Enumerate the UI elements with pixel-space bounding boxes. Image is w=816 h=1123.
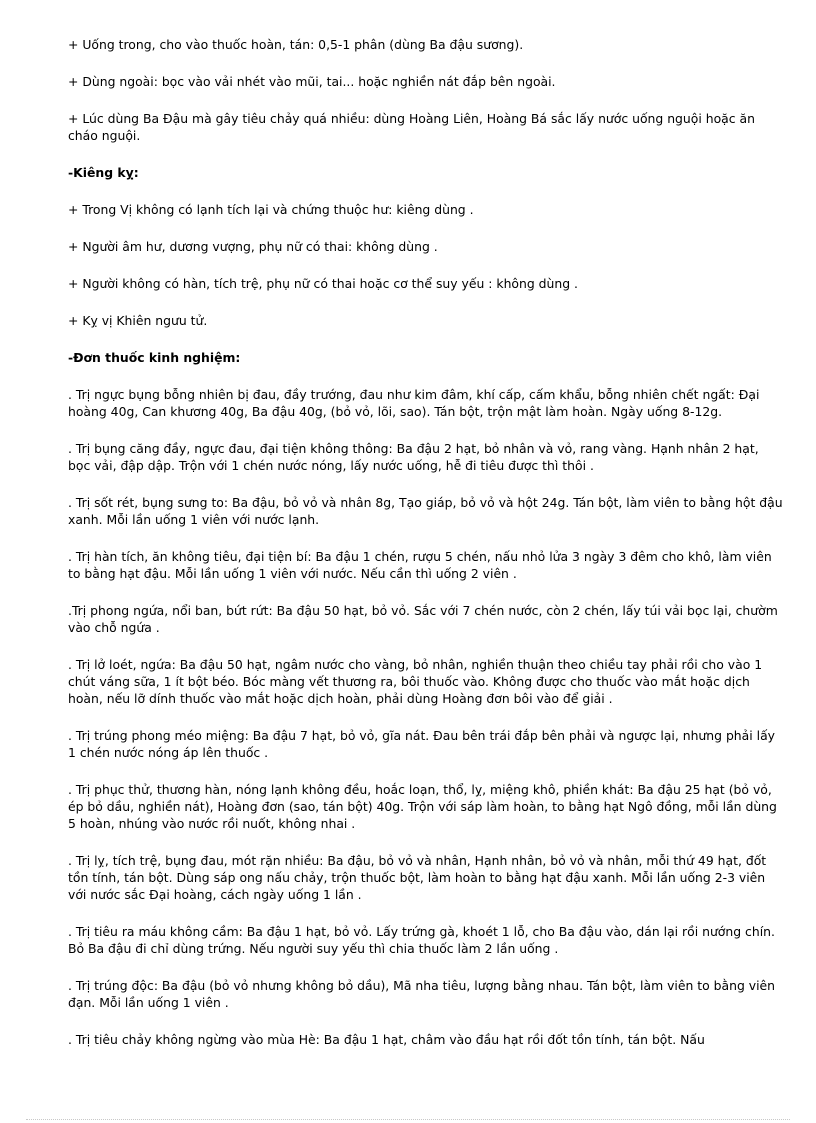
remedy-item: . Trị bụng căng đầy, ngực đau, đại tiện không thông: Ba đậu 2 hạt, bỏ nhân và vỏ, rang vàng. Hạnh nhân 2 hạt, bọc vải, đập dập. Trộn với 1 chén nước nóng, lấy nước uống, hễ đi tiêu được thì thôi .	[68, 441, 763, 473]
remedy-item: . Trị lỵ, tích trệ, bụng đau, mót rặn nhiều: Ba đậu, bỏ vỏ và nhân, Hạnh nhân, bỏ vỏ và nhân, mỗi thứ 49 hạt, đốt tồn tính, tán bột. Dùng sáp ong nấu chảy, trộn thuốc bột, làm hoàn to bằng hạt đậu xanh. Mỗi lần uống 2-3 viên với nước sắc Đại hoàng, cách ngày uống 1 lần .	[68, 853, 771, 902]
remedy-item-partial: . Trị tiêu chảy không ngừng vào mùa Hè: Ba đậu 1 hạt, châm vào đầu hạt rồi đốt tồn tính, tán bột. Nấu	[68, 1032, 705, 1047]
remedy-item: . Trị ngực bụng bỗng nhiên bị đau, đầy trướng, đau như kim đâm, khí cấp, cấm khẩu, bỗng nhiên chết ngất: Đại hoàng 40g, Can khương 40g, Ba đậu 40g, (bỏ vỏ, lõi, sao). Tán bột, trộn mật làm hoàn. Ngày uống 8-12g.	[68, 387, 764, 419]
remedy-item: . Trị tiêu ra máu không cầm: Ba đậu 1 hạt, bỏ vỏ. Lấy trứng gà, khoét 1 lỗ, cho Ba đậu vào, dán lại rồi nướng chín. Bỏ Ba đậu đi chỉ dùng trứng. Nếu người suy yếu thì chia thuốc làm 2 lần uống .	[68, 924, 779, 956]
contraindication-item: + Người không có hàn, tích trệ, phụ nữ có thai hoặc cơ thể suy yếu : không dùng .	[68, 276, 578, 291]
usage-external: + Dùng ngoài: bọc vào vải nhét vào mũi, tai... hoặc nghiền nát đắp bên ngoài.	[68, 74, 556, 89]
heading-remedies: -Đơn thuốc kinh nghiệm:	[68, 350, 241, 365]
usage-overdose-remedy: + Lúc dùng Ba Đậu mà gây tiêu chảy quá nhiều: dùng Hoàng Liên, Hoàng Bá sắc lấy nước uống nguội hoặc ăn cháo nguội.	[68, 111, 759, 143]
document-page	[68, 36, 787, 1068]
contraindication-item: + Người âm hư, dương vượng, phụ nữ có thai: không dùng .	[68, 239, 438, 254]
remedy-item: . Trị sốt rét, bụng sưng to: Ba đậu, bỏ vỏ và nhân 8g, Tạo giáp, bỏ vỏ và hột 24g. Tán bột, làm viên to bằng hột đậu xanh. Mỗi lần uống 1 viên với nước lạnh.	[68, 495, 787, 527]
heading-contraindications: -Kiêng kỵ:	[68, 165, 139, 180]
remedy-item: .Trị phong ngứa, nổi ban, bứt rứt: Ba đậu 50 hạt, bỏ vỏ. Sắc với 7 chén nước, còn 2 chén, lấy túi vải bọc lại, chườm vào chỗ ngứa .	[68, 603, 782, 635]
contraindication-item: + Kỵ vị Khiên ngưu tử.	[68, 313, 208, 328]
page-bottom-divider	[26, 1119, 790, 1120]
remedy-item: . Trị hàn tích, ăn không tiêu, đại tiện bí: Ba đậu 1 chén, rượu 5 chén, nấu nhỏ lửa 3 ngày 3 đêm cho khô, làm viên to bằng hạt đậu. Mỗi lần uống 1 viên với nước. Nếu cần thì uống 2 viên .	[68, 549, 776, 581]
contraindication-item: + Trong Vị không có lạnh tích lại và chứng thuộc hư: kiêng dùng .	[68, 202, 474, 217]
usage-internal: + Uống trong, cho vào thuốc hoàn, tán: 0,5-1 phân (dùng Ba đậu sương).	[68, 37, 524, 52]
remedy-item: . Trị phục thử, thương hàn, nóng lạnh không đều, hoắc loạn, thổ, lỵ, miệng khô, phiền khát: Ba đậu 25 hạt (bỏ vỏ, ép bỏ dầu, nghiền nát), Hoàng đơn (sao, tán bột) 40g. Trộn với sáp làm hoàn, to bằng hạt Ngô đồng, mỗi lần dùng 5 hoàn, nhúng vào nước rồi nuốt, không nhai .	[68, 782, 781, 831]
remedy-item: . Trị trúng độc: Ba đậu (bỏ vỏ nhưng không bỏ dầu), Mã nha tiêu, lượng bằng nhau. Tán bột, làm viên to bằng viên đạn. Mỗi lần uống 1 viên .	[68, 978, 779, 1010]
remedy-item: . Trị trúng phong méo miệng: Ba đậu 7 hạt, bỏ vỏ, gĩa nát. Đau bên trái đắp bên phải và ngược lại, nhưng phải lấy 1 chén nước nóng áp lên thuốc .	[68, 728, 779, 760]
remedy-item: . Trị lở loét, ngứa: Ba đậu 50 hạt, ngâm nước cho vàng, bỏ nhân, nghiền thuận theo chiều tay phải rồi cho vào 1 chút váng sữa, 1 ít bột béo. Bóc màng vết thương ra, bôi thuốc vào. Không được cho thuốc vào mắt hoặc dịch hoàn, nếu lỡ dính thuốc vào mắt hoặc dịch hoàn, phải dùng Hoàng đơn bôi vào để giải .	[68, 657, 767, 706]
